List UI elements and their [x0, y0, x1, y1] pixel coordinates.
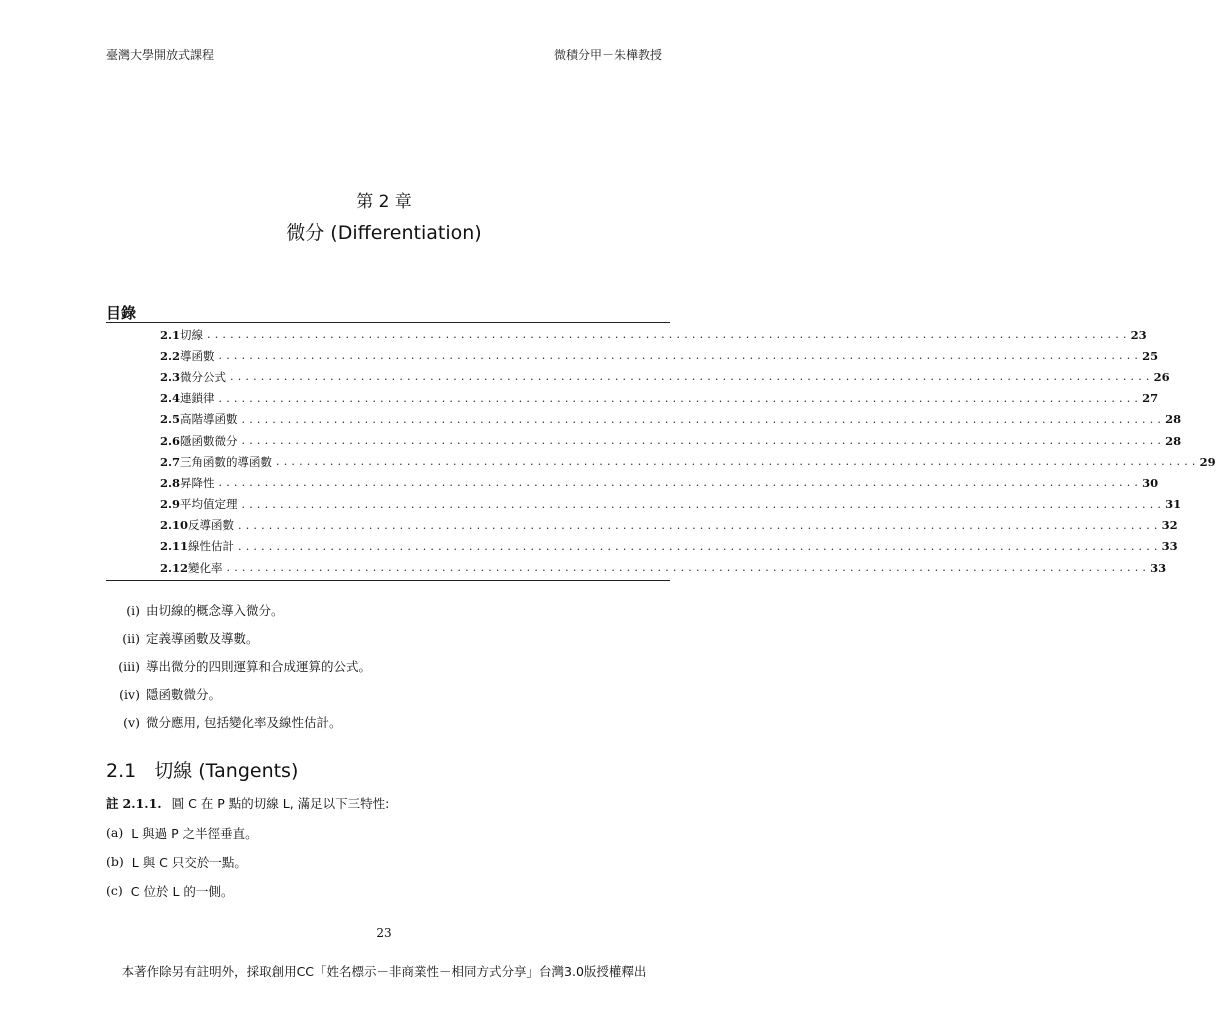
toc-entry-number: 2.9 — [160, 497, 181, 512]
objective-item — [106, 652, 666, 680]
note-number: 2.1.1. — [122, 796, 162, 811]
toc-entry-number: 2.11 — [160, 539, 189, 554]
property-text: L 與過 P 之半徑垂直。 — [131, 825, 258, 841]
toc-leader-dots: ........................................................................................................................ — [207, 328, 1131, 342]
toc-top-rule — [106, 322, 670, 323]
toc-entry[interactable] — [160, 409, 1182, 430]
toc-entry-number: 2.3 — [160, 369, 181, 384]
chapter-objectives — [106, 596, 666, 736]
toc-entry-page: 32 — [1161, 518, 1178, 533]
toc-entry-page: 31 — [1165, 497, 1182, 512]
toc-entry-page: 25 — [1142, 348, 1159, 363]
section-title: 切線 (Tangents) — [154, 760, 299, 782]
toc-entry-title: 導函數 — [180, 348, 215, 363]
toc-entry-page: 29 — [1199, 454, 1216, 469]
objective-item — [106, 596, 666, 624]
note-label: 註 — [106, 796, 119, 811]
objective-item — [106, 680, 666, 708]
property-marker: (c) — [106, 883, 123, 898]
toc-entry-page: 23 — [1130, 327, 1147, 342]
toc-entry-number: 2.10 — [160, 518, 189, 533]
toc-entry[interactable] — [160, 494, 1182, 515]
property-item — [106, 847, 666, 876]
objective-marker: (v) — [123, 714, 140, 730]
toc-entry-title: 線性估計 — [188, 539, 235, 554]
objective-text: 導出微分的四則運算和合成運算的公式。 — [146, 659, 372, 674]
property-text: L 與 C 只交於一點。 — [131, 854, 247, 870]
toc-leader-dots: ........................................................................................................................ — [241, 434, 1166, 448]
objective-text: 微分應用, 包括變化率及線性估計。 — [146, 715, 342, 730]
toc-bottom-rule — [106, 580, 670, 581]
toc-entry-title: 連鎖律 — [180, 391, 215, 406]
toc-entry[interactable] — [160, 536, 1178, 557]
property-text: C 位於 L 的一側。 — [130, 883, 234, 899]
objective-item — [106, 624, 666, 652]
toc-leader-dots: ........................................................................................................................ — [241, 497, 1166, 511]
toc-entry-page: 28 — [1165, 412, 1182, 427]
toc-heading: 目錄 — [106, 304, 137, 322]
toc-entry[interactable] — [160, 345, 1159, 366]
objective-marker: (iv) — [119, 686, 140, 702]
objective-marker: (ii) — [122, 630, 140, 646]
toc-entry-title: 平均值定理 — [180, 497, 238, 512]
objective-text: 定義導函數及導數。 — [146, 631, 259, 646]
toc-entry-title: 反導函數 — [188, 518, 235, 533]
toc-leader-dots: ........................................................................................................................ — [238, 539, 1162, 553]
toc-entry[interactable] — [160, 557, 1167, 578]
toc-entry[interactable] — [160, 430, 1182, 451]
toc-entry-page: 27 — [1142, 391, 1159, 406]
toc-entry[interactable] — [160, 451, 1216, 472]
toc-entry-title: 昇降性 — [180, 475, 215, 490]
note — [106, 794, 389, 812]
chapter-title: 微分 (Differentiation) — [286, 222, 482, 244]
objective-marker: (iii) — [118, 658, 140, 674]
toc-entry[interactable] — [160, 324, 1147, 345]
toc-entry-page: 33 — [1150, 560, 1167, 575]
toc-leader-dots: ........................................................................................................................ — [241, 412, 1166, 426]
objective-text: 由切線的概念導入微分。 — [146, 603, 284, 618]
property-marker: (a) — [106, 825, 124, 840]
toc-entry[interactable] — [160, 366, 1170, 387]
page-number: 23 — [376, 926, 392, 940]
objective-text: 隱函數微分。 — [146, 687, 222, 702]
toc-entry-title: 隱函數微分 — [180, 433, 238, 448]
running-header-right: 微積分甲－朱樺教授 — [553, 48, 662, 62]
toc-entry-title: 微分公式 — [180, 369, 227, 384]
property-item — [106, 818, 666, 847]
property-item — [106, 876, 666, 905]
toc-entry-number: 2.2 — [160, 348, 181, 363]
toc-leader-dots: ........................................................................................................................ — [218, 391, 1143, 405]
toc-entry-title: 高階導函數 — [180, 412, 238, 427]
toc-leader-dots: ........................................................................................................................ — [238, 518, 1162, 532]
toc-entry-number: 2.12 — [160, 560, 189, 575]
toc-entry-number: 2.1 — [160, 327, 181, 342]
toc-entry-title: 變化率 — [188, 560, 223, 575]
toc-leader-dots: ........................................................................................................................ — [218, 476, 1143, 490]
toc-entry[interactable] — [160, 472, 1159, 493]
section-number: 2.1 — [106, 760, 137, 782]
toc-leader-dots: ........................................................................................................................ — [276, 455, 1200, 469]
objective-marker: (i) — [126, 602, 140, 618]
tangent-properties — [106, 818, 666, 905]
toc-entry-number: 2.5 — [160, 412, 181, 427]
note-text: 圓 C 在 P 點的切線 L, 滿足以下三特性: — [171, 796, 390, 811]
toc-entry-page: 28 — [1165, 433, 1182, 448]
toc-entry-number: 2.8 — [160, 475, 181, 490]
toc-entry-page: 30 — [1142, 475, 1159, 490]
toc-entry-title: 切線 — [180, 327, 204, 342]
toc-entry-number: 2.7 — [160, 454, 181, 469]
chapter-number: 第 2 章 — [356, 192, 412, 212]
toc-entry-number: 2.4 — [160, 391, 181, 406]
property-marker: (b) — [106, 854, 124, 869]
table-of-contents — [160, 324, 1216, 578]
objective-item — [106, 708, 666, 736]
toc-entry-page: 26 — [1153, 369, 1170, 384]
running-header-left: 臺灣大學開放式課程 — [106, 48, 215, 62]
toc-entry[interactable] — [160, 388, 1159, 409]
license-footer: 本著作除另有註明外，採取創用CC「姓名標示－非商業性－相同方式分享」台灣3.0版授權釋出 — [121, 964, 647, 979]
toc-leader-dots: ........................................................................................................................ — [230, 370, 1154, 384]
toc-entry-page: 33 — [1161, 539, 1178, 554]
section-heading — [106, 756, 298, 783]
toc-entry-number: 2.6 — [160, 433, 181, 448]
toc-leader-dots: ........................................................................................................................ — [226, 561, 1151, 575]
toc-leader-dots: ........................................................................................................................ — [218, 349, 1143, 363]
toc-entry-title: 三角函數的導函數 — [180, 454, 273, 469]
toc-entry[interactable] — [160, 515, 1178, 536]
